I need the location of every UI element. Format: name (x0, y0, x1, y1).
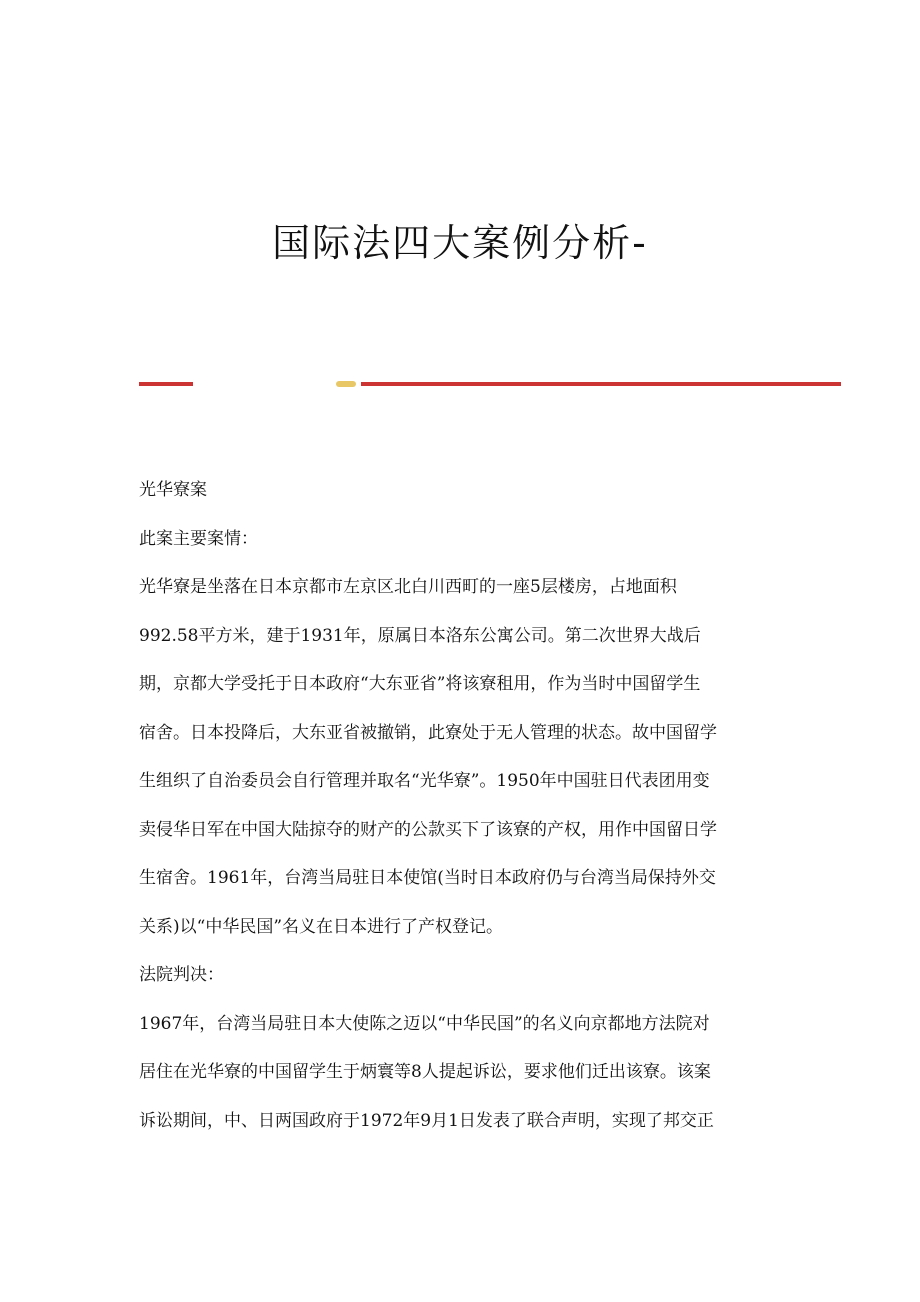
divider-right-bar (361, 382, 841, 386)
facts-line: 生组织了自治委员会自行管理并取名“光华寮”。1950年中国驻日代表团用变 (139, 771, 710, 791)
document-title: 国际法四大案例分析- (272, 221, 648, 265)
title-divider (139, 380, 841, 388)
facts-line: 992.58平方米，建于1931年，原属日本洛东公寓公司。第二次世界大战后 (139, 625, 701, 646)
facts-heading: 此案主要案情： (139, 528, 258, 549)
facts-paragraph (139, 563, 779, 951)
divider-left-bar (139, 382, 193, 386)
judgment-line: 居住在光华寮的中国留学生于炳寰等8人提起诉讼，要求他们迁出该寮。该案 (139, 1062, 711, 1082)
facts-line: 光华寮是坐落在日本京都市左京区北白川西町的一座5层楼房，占地面积 (139, 577, 677, 597)
facts-line: 宿舍。日本投降后，大东亚省被撤销，此寮处于无人管理的状态。故中国留学 (139, 722, 717, 743)
judgment-heading: 法院判决： (139, 965, 224, 985)
document-body (139, 466, 779, 1145)
facts-line: 卖侵华日军在中国大陆掠夺的财产的公款买下了该寮的产权，用作中国留日学 (139, 819, 717, 840)
divider-ornament-icon (336, 381, 356, 387)
judgment-paragraph (139, 1000, 779, 1146)
case-name: 光华寮案 (139, 480, 207, 500)
facts-line: 期，京都大学受托于日本政府“大东亚省”将该寮租用，作为当时中国留学生 (139, 674, 701, 694)
facts-line: 生宿舍。1961年，台湾当局驻日本使馆(当时日本政府仍与台湾当局保持外交 (139, 868, 716, 888)
facts-line: 关系)以“中华民国”名义在日本进行了产权登记。 (139, 916, 504, 937)
judgment-line: 诉讼期间，中、日两国政府于1972年9月1日发表了联合声明，实现了邦交正 (139, 1110, 714, 1131)
judgment-line: 1967年，台湾当局驻日本大使陈之迈以“中华民国”的名义向京都地方法院对 (139, 1013, 710, 1034)
